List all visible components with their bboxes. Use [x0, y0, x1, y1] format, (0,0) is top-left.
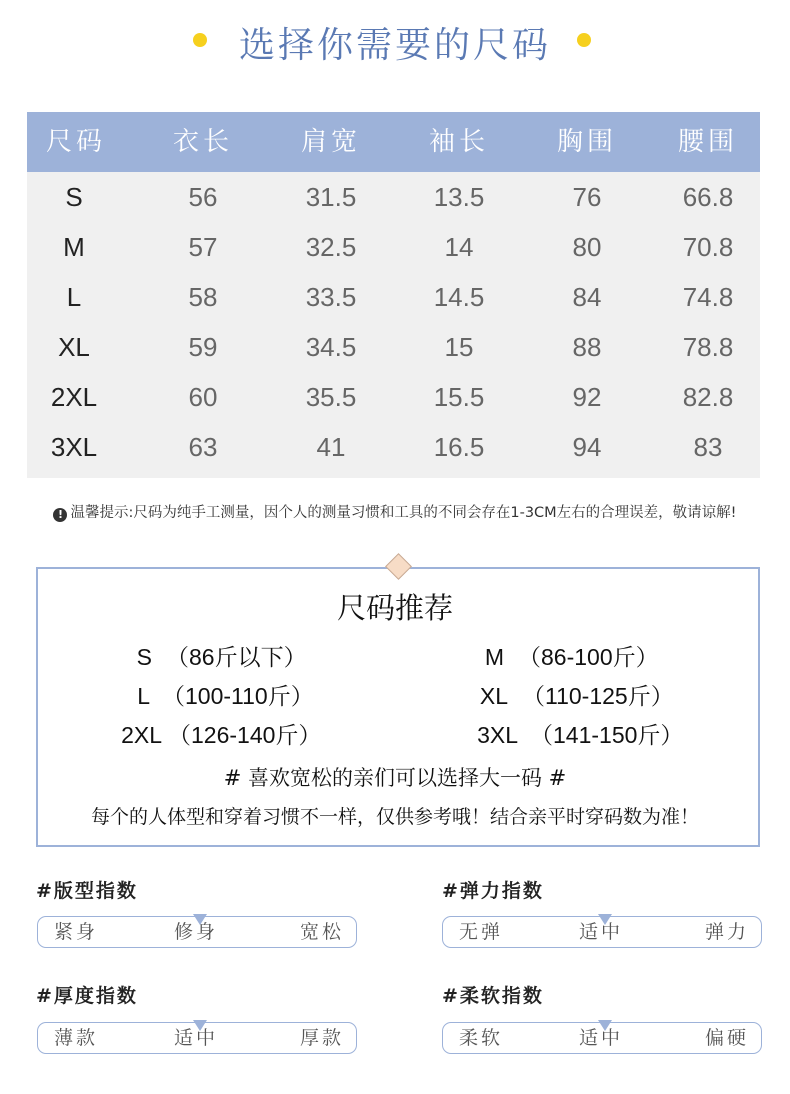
table-cell: 83	[693, 432, 723, 462]
table-cell: 58	[188, 282, 218, 312]
thickness-index-scale	[37, 1022, 357, 1054]
recommendation-size: L	[137, 683, 150, 709]
table-cell: 60	[188, 382, 218, 412]
softness-index-scale	[442, 1022, 762, 1054]
table-cell: 70.8	[682, 232, 734, 262]
recommendation-item	[118, 719, 321, 751]
table-cell: 78.8	[682, 332, 734, 362]
table-row	[27, 222, 760, 272]
scale-mid-label: 适中	[579, 921, 624, 943]
table-cell: 13.5	[433, 182, 485, 212]
table-cell: 56	[188, 182, 218, 212]
scale-left-label: 薄款	[54, 1027, 99, 1049]
table-header-cell: 胸围	[556, 127, 617, 157]
scale-left-label: 紧身	[54, 921, 99, 943]
recommendation-item	[472, 641, 659, 673]
scale-mid-label: 修身	[174, 921, 219, 943]
table-cell: 59	[188, 332, 218, 362]
recommendation-range: （110-125斤）	[522, 683, 674, 709]
table-cell: 94	[572, 432, 602, 462]
table-cell: 32.5	[305, 232, 357, 262]
table-cell: M	[63, 232, 85, 262]
table-cell: 35.5	[305, 382, 357, 412]
recommendation-disclaimer: 每个的人体型和穿着习惯不一样，仅供参考哦！结合亲平时穿码数为准！	[90, 806, 699, 828]
table-cell: 63	[188, 432, 218, 462]
recommendation-tip: # 喜欢宽松的亲们可以选择大一码 #	[223, 766, 567, 790]
recommendation-range: （86-100斤）	[518, 644, 659, 670]
table-header-cell: 尺码	[45, 127, 106, 157]
elasticity-index-scale	[442, 916, 762, 948]
table-row	[27, 322, 760, 372]
size-table	[27, 112, 760, 478]
table-cell: 88	[572, 332, 602, 362]
fit-index-label: #版型指数	[36, 880, 138, 902]
table-cell: 14	[444, 232, 474, 262]
table-header-cell: 衣长	[172, 127, 233, 157]
warning-circle-icon: !	[53, 508, 67, 522]
table-row	[27, 372, 760, 422]
table-cell: 76	[572, 182, 602, 212]
table-cell: 14.5	[433, 282, 485, 312]
table-cell: 66.8	[682, 182, 734, 212]
table-cell: 82.8	[682, 382, 734, 412]
table-cell: 31.5	[305, 182, 357, 212]
table-row	[27, 272, 760, 322]
recommendation-item	[120, 641, 307, 673]
table-cell: 74.8	[682, 282, 734, 312]
table-cell: 3XL	[50, 432, 98, 462]
recommendation-size: XL	[479, 683, 508, 709]
scale-right-label: 厚款	[299, 1027, 344, 1049]
measurement-note	[40, 502, 750, 524]
table-cell: 15	[444, 332, 474, 362]
recommendation-item	[474, 719, 683, 751]
page-title-bar	[0, 18, 790, 74]
table-header-row	[27, 112, 760, 172]
table-cell: L	[66, 282, 82, 312]
page-title: 选择你需要的尺码	[238, 25, 551, 66]
table-cell: S	[65, 182, 83, 212]
scale-mid-label: 适中	[579, 1027, 624, 1049]
recommendation-range: （141-150斤）	[530, 722, 684, 748]
recommendation-size: 2XL	[121, 722, 162, 748]
table-cell: 57	[188, 232, 218, 262]
recommendation-item	[474, 680, 674, 712]
scale-mid-label: 适中	[174, 1027, 219, 1049]
recommendation-range: （126-140斤）	[168, 722, 322, 748]
table-cell: 41	[316, 432, 346, 462]
scale-left-label: 柔软	[459, 1027, 504, 1049]
table-cell: 80	[572, 232, 602, 262]
recommendation-size: 3XL	[477, 722, 518, 748]
note-text: :尺码为纯手工测量，因个人的测量习惯和工具的不同会存在1-3CM左右的合理误差，敬请谅解!	[128, 505, 737, 521]
recommendation-range: （100-110斤）	[162, 683, 314, 709]
scale-right-label: 宽松	[299, 921, 344, 943]
table-cell: 33.5	[305, 282, 357, 312]
table-header-cell: 腰围	[677, 127, 738, 157]
table-cell: 92	[572, 382, 602, 412]
table-cell: 34.5	[305, 332, 357, 362]
recommendation-title: 尺码推荐	[336, 591, 453, 625]
table-header-cell: 肩宽	[300, 127, 361, 157]
recommendation-item	[118, 680, 314, 712]
table-cell: 16.5	[433, 432, 485, 462]
table-cell: XL	[58, 332, 90, 362]
table-header-cell: 袖长	[428, 127, 489, 157]
table-row	[27, 422, 760, 472]
recommendation-size: S	[136, 644, 152, 670]
table-cell: 2XL	[50, 382, 98, 412]
scale-right-label: 偏硬	[704, 1027, 749, 1049]
table-cell: 84	[572, 282, 602, 312]
table-row	[27, 172, 760, 222]
softness-index-label: #柔软指数	[442, 985, 544, 1007]
note-label: 温馨提示	[70, 505, 129, 521]
title-left-dot	[193, 33, 207, 47]
recommendation-range: （86斤以下）	[166, 644, 307, 670]
fit-index-scale	[37, 916, 357, 948]
elasticity-index-label: #弹力指数	[442, 880, 544, 902]
scale-left-label: 无弹	[459, 921, 504, 943]
table-cell: 15.5	[433, 382, 485, 412]
title-right-dot	[577, 33, 591, 47]
scale-right-label: 弹力	[704, 921, 749, 943]
recommendation-size: M	[484, 644, 504, 670]
thickness-index-label: #厚度指数	[36, 985, 138, 1007]
